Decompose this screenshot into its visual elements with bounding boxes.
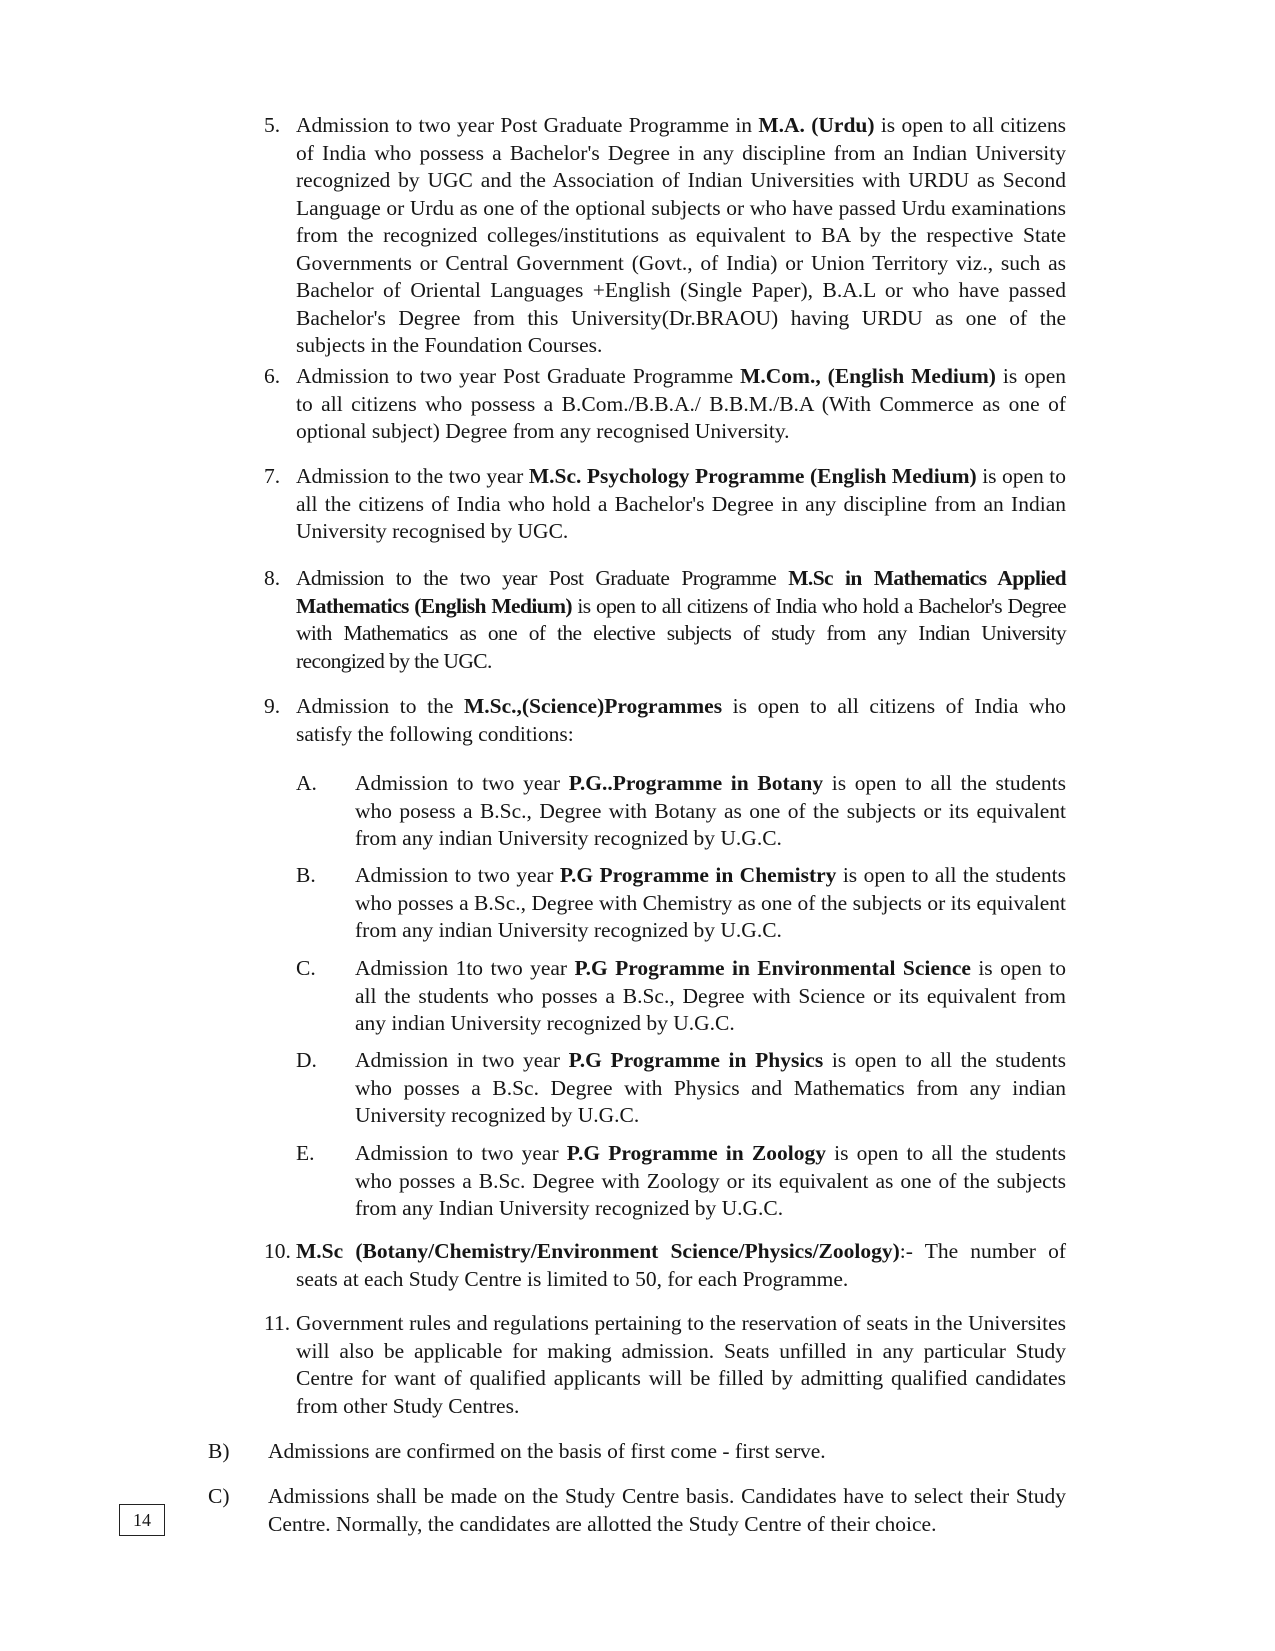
item-text: is open to all the students who posses a B.Sc., Degree with Science or its equivalent from any indian University recognized by U.G.C. bbox=[355, 956, 1066, 1035]
programme-name: M.A. (Urdu) bbox=[758, 113, 875, 137]
programme-name: P.G Programme in Chemistry bbox=[559, 863, 837, 887]
item-text: Admission in two year bbox=[355, 1048, 569, 1072]
list-item-10 bbox=[264, 1238, 1066, 1293]
item-text: Admission to two year bbox=[355, 1141, 567, 1165]
list-item-8 bbox=[264, 565, 1066, 675]
item-text: is open to all citizens who possess a B.Com./B.B.A./ B.B.M./B.A (With Commerce as one of optional subject) Degree from any recognised University. bbox=[296, 364, 1067, 443]
sub-item-a bbox=[296, 770, 1066, 853]
page-number: 14 bbox=[119, 1504, 165, 1536]
programme-name: M.Com., (English Medium) bbox=[740, 364, 996, 388]
sub-item-c bbox=[296, 955, 1066, 1038]
sub-item-letter: C. bbox=[296, 956, 316, 980]
section-c bbox=[208, 1483, 1066, 1538]
item-number: 11. bbox=[264, 1311, 291, 1335]
list-item-9 bbox=[264, 693, 1066, 748]
item-number: 6. bbox=[264, 364, 281, 388]
sub-item-b bbox=[296, 862, 1066, 945]
item-text: Government rules and regulations pertaining to the reservation of seats in the Universites will also be applicable for making admission. Seats unfilled in any particular Study Centre for want of qualified applicants will be filled by admitting qualified candidates from other Study Centres. bbox=[296, 1311, 1066, 1418]
programme-name: P.G..Programme in Botany bbox=[568, 771, 824, 795]
item-text: is open to all the citizens of India who hold a Bachelor's Degree in any discipline from an Indian University recognised by UGC. bbox=[296, 464, 1067, 543]
programme-name: P.G Programme in Physics bbox=[568, 1048, 824, 1072]
item-text: is open to all citizens of India who possess a Bachelor's Degree in any discipline from an Indian University recognized by UGC and the Association of Indian Universities with URDU as Second Language or Urdu as one of the optional subjects or who have passed Urdu examinations from the recognized colleges/institutions as equivalent to BA by the respective State Governments or Central Government (Govt., of India) or Union Territory viz., such as Bachelor of Oriental Languages +English (Single Paper), B.A.L or who have passed Bachelor's Degree from this University(Dr.BRAOU) having URDU as one of the subjects in the Foundation Courses. bbox=[296, 113, 1066, 357]
programme-name: P.G Programme in Zoology bbox=[566, 1141, 826, 1165]
section-b bbox=[208, 1438, 1066, 1466]
item-text: is open to all citizens of India who hold a Bachelor's Degree with Mathematics as one of the elective subjects of study from any Indian University recongized by the UGC. bbox=[296, 593, 1066, 673]
item-text: is open to all the students who posses a B.Sc. Degree with Zoology or its equivalent as one of the subjects from any Indian University recognized by U.G.C. bbox=[355, 1141, 1066, 1220]
sub-item-letter: A. bbox=[296, 771, 317, 795]
item-text: is open to all citizens of India who satisfy the following conditions: bbox=[296, 694, 1066, 746]
item-text: Admission to the two year bbox=[296, 464, 529, 488]
programme-name: M.Sc.,(Science)Programmes bbox=[463, 694, 723, 718]
section-letter: B) bbox=[208, 1439, 230, 1463]
list-item-5 bbox=[264, 112, 1066, 360]
item-text: :- The number of seats at each Study Centre is limited to 50, for each Programme. bbox=[296, 1239, 1067, 1291]
item-text: Admission 1to two year bbox=[355, 956, 575, 980]
sub-item-letter: E. bbox=[296, 1141, 315, 1165]
programme-name: M.Sc. Psychology Programme (English Medium) bbox=[528, 464, 977, 488]
section-text: Admissions are confirmed on the basis of first come - first serve. bbox=[268, 1439, 826, 1463]
item-number: 10. bbox=[264, 1239, 291, 1263]
item-text: is open to all the students who posses a B.Sc., Degree with Chemistry as one of the subjects or its equivalent from any indian University recognized by U.G.C. bbox=[355, 863, 1066, 942]
item-text: Admission to two year Post Graduate Programme in bbox=[296, 113, 759, 137]
sub-item-letter: B. bbox=[296, 863, 316, 887]
section-text: Admissions shall be made on the Study Centre basis. Candidates have to select their Study Centre. Normally, the candidates are allotted the Study Centre of their choice. bbox=[268, 1484, 1066, 1536]
list-item-11 bbox=[264, 1310, 1066, 1420]
item-text: Admission to two year Post Graduate Programme bbox=[296, 364, 741, 388]
item-number: 5. bbox=[264, 113, 281, 137]
item-number: 9. bbox=[264, 694, 281, 718]
programme-name: P.G Programme in Environmental Science bbox=[574, 956, 971, 980]
item-text: Admission to the two year Post Graduate Programme bbox=[296, 566, 789, 590]
programme-name: M.Sc in Mathematics Applied Mathematics (English Medium) bbox=[296, 566, 1066, 618]
sub-item-e bbox=[296, 1140, 1066, 1223]
list-item-7 bbox=[264, 463, 1066, 546]
sub-item-letter: D. bbox=[296, 1048, 317, 1072]
item-text: Admission to the bbox=[296, 694, 464, 718]
list-item-6 bbox=[264, 363, 1066, 446]
item-text: is open to all the students who posess a B.Sc., Degree with Botany as one of the subjects or its equivalent from any indian University recognized by U.G.C. bbox=[355, 771, 1066, 850]
item-text: is open to all the students who posses a B.Sc. Degree with Physics and Mathematics from any indian University recognized by U.G.C. bbox=[355, 1048, 1066, 1127]
item-number: 8. bbox=[264, 566, 281, 590]
section-letter: C) bbox=[208, 1484, 230, 1508]
item-text: Admission to two year bbox=[355, 863, 560, 887]
item-number: 7. bbox=[264, 464, 281, 488]
sub-item-d bbox=[296, 1047, 1066, 1130]
item-text: Admission to two year bbox=[355, 771, 569, 795]
programme-name: M.Sc (Botany/Chemistry/Environment Science/Physics/Zoology) bbox=[296, 1239, 900, 1263]
